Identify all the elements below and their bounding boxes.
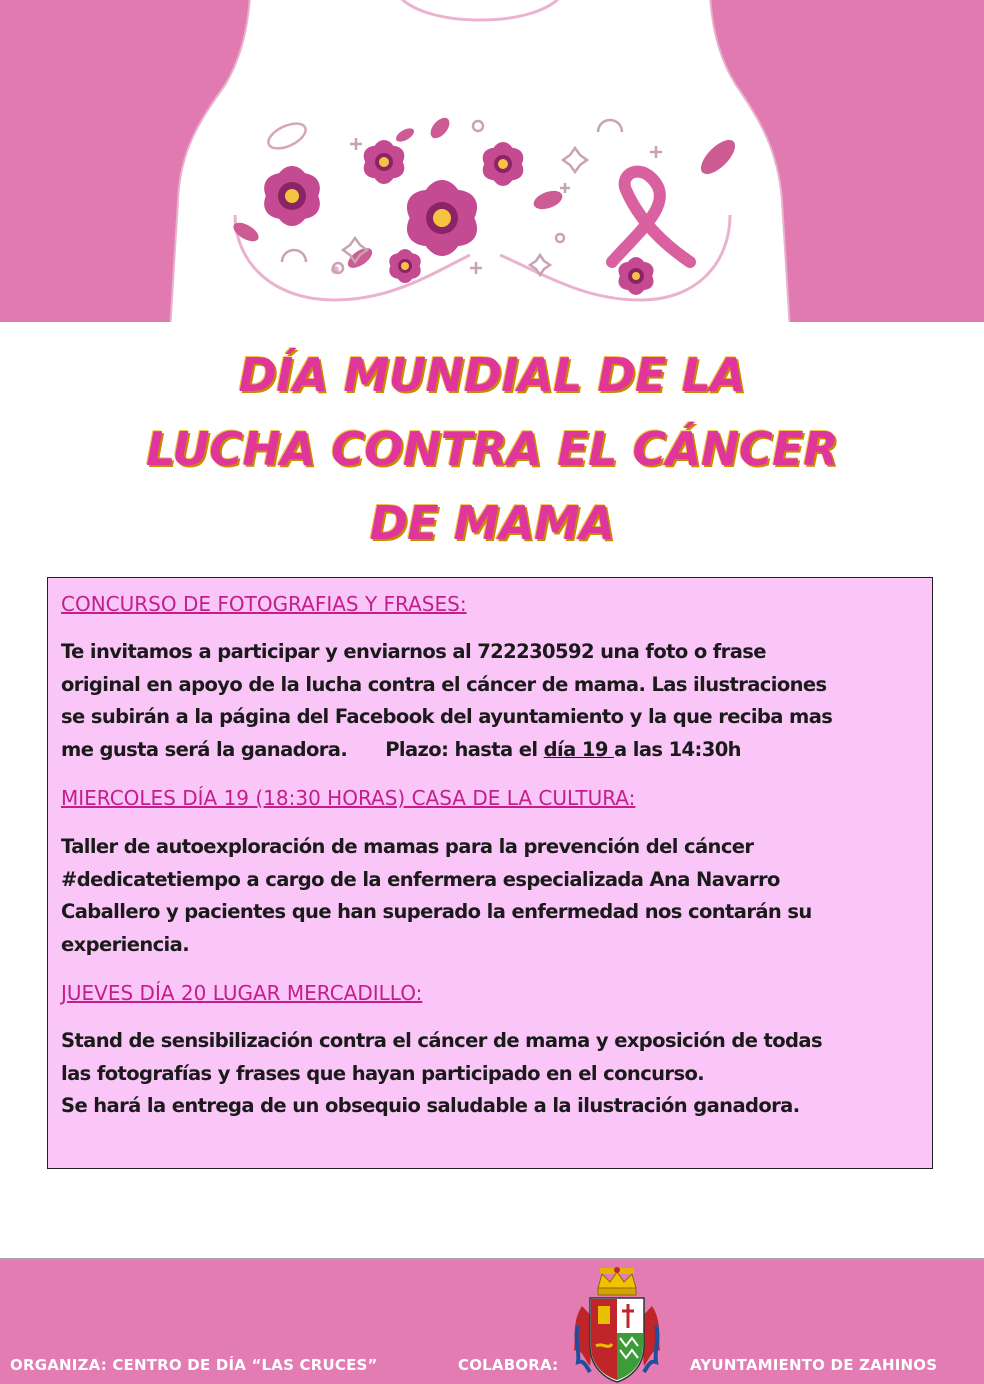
paragraph-line: Caballero y pacientes que han superado la enfermedad nos contarán su xyxy=(61,900,812,923)
deadline-date: día 19 xyxy=(543,737,614,761)
wednesday-paragraph xyxy=(61,831,921,961)
footer xyxy=(0,1258,984,1384)
organizer-text: ORGANIZA: CENTRO DE DÍA “LAS CRUCES” xyxy=(10,1356,378,1374)
paragraph-line: #dedicatetiempo a cargo de la enfermera especializada Ana Navarro xyxy=(61,867,780,891)
title-line: DE MAMA xyxy=(369,496,615,550)
town-hall-name: AYUNTAMIENTO DE ZAHINOS xyxy=(690,1356,938,1374)
deadline-time: a las 14:30h xyxy=(614,737,741,761)
title-line: DÍA MUNDIAL DE LA xyxy=(238,348,746,402)
paragraph-line: Stand de sensibilización contra el cáncer de mama y exposición de todas xyxy=(61,1029,822,1052)
paragraph-text: me gusta será la ganadora. xyxy=(61,737,348,761)
paragraph-line: las fotografías y frases que hayan participado en el concurso. xyxy=(61,1061,705,1085)
contest-heading: CONCURSO DE FOTOGRAFIAS Y FRASES: xyxy=(61,592,467,616)
thursday-paragraph xyxy=(61,1025,921,1123)
breast-cancer-awareness-illustration xyxy=(0,0,984,322)
wednesday-heading: MIERCOLES DÍA 19 (18:30 HORAS) CASA DE LA CULTURA: xyxy=(61,786,636,810)
paragraph-line xyxy=(61,734,921,767)
title-line: LUCHA CONTRA EL CÁNCER xyxy=(145,422,838,476)
paragraph-line: Te invitamos a participar y enviarnos al 722230592 una foto o frase xyxy=(61,640,766,663)
thursday-heading: JUEVES DÍA 20 LUGAR MERCADILLO: xyxy=(61,981,423,1005)
paragraph-line: original en apoyo de la lucha contra el cáncer de mama. Las ilustraciones xyxy=(61,672,827,696)
paragraph-line: se subirán a la página del Facebook del ayuntamiento y la que reciba mas xyxy=(61,705,833,728)
event-info-box xyxy=(47,577,933,1169)
collaborator-label: COLABORA: xyxy=(458,1356,559,1374)
contest-paragraph xyxy=(61,636,921,766)
paragraph-line: Taller de autoexploración de mamas para la prevención del cáncer xyxy=(61,835,754,858)
paragraph-line: experiencia. xyxy=(61,932,190,956)
page-title xyxy=(0,338,984,560)
hero-illustration xyxy=(0,0,984,322)
deadline-label: Plazo: hasta el xyxy=(385,737,544,761)
zahinos-coat-of-arms-icon xyxy=(572,1266,662,1384)
paragraph-line: Se hará la entrega de un obsequio saludable a la ilustración ganadora. xyxy=(61,1094,800,1117)
